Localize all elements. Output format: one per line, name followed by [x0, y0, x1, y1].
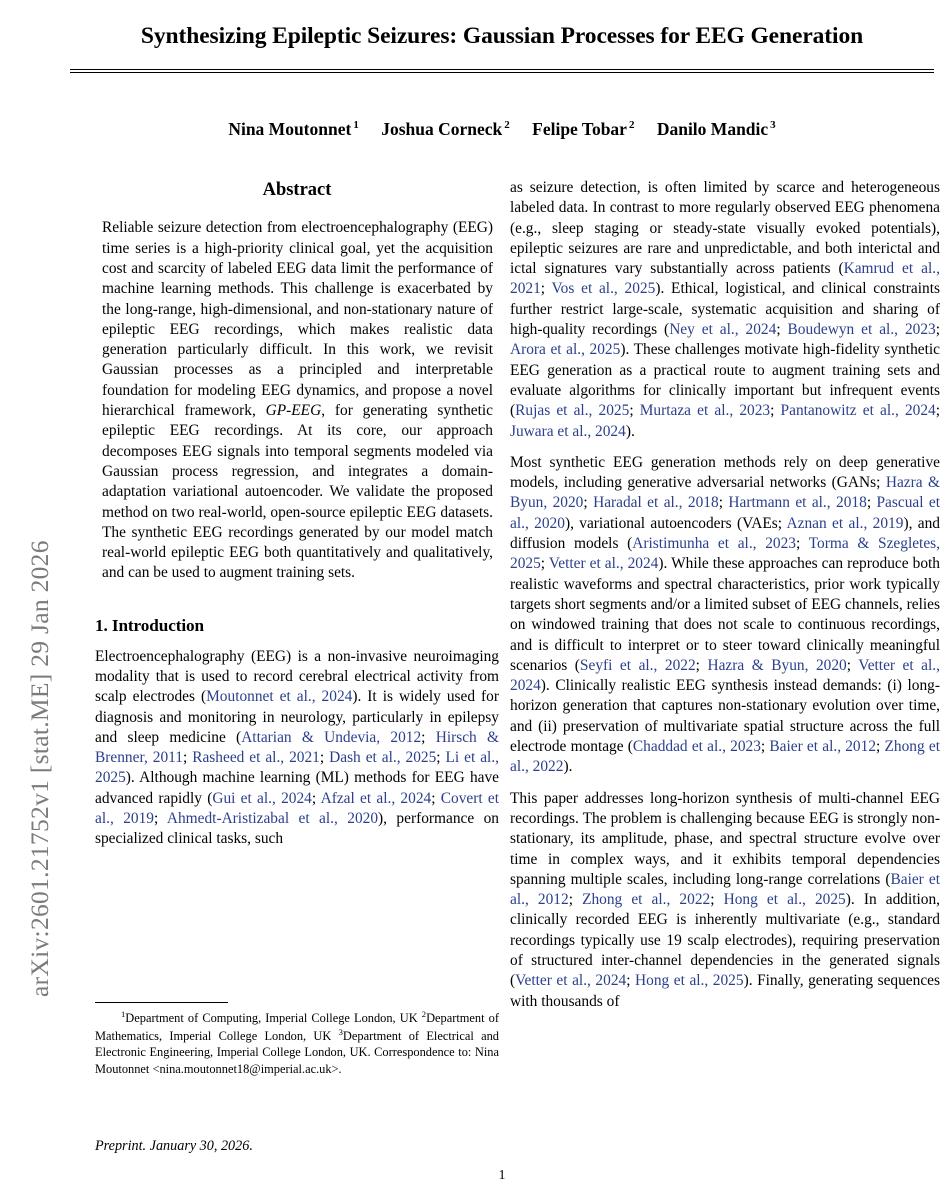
- citation-link[interactable]: Aznan et al., 2019: [786, 514, 904, 532]
- citation-link[interactable]: Moutonnet et al., 2024: [206, 688, 353, 706]
- abstract-text-pre: Reliable seizure detection from electroencephalography (EEG) time series is a high-priority clinical goal, yet the acquisition cost and scarcity of labeled EEG data limit the performance of machine learning methods. This challenge is exacerbated by the long-range, high-dimensional, and non-stationary nature of epileptic EEG recordings, which makes realistic data generation particularly difficult. In this work, we revisit Gaussian processes as a principled and interpretable foundation for modeling EEG dynamics, and propose a novel hierarchical framework,: [102, 219, 493, 420]
- author-entry: [657, 119, 776, 139]
- title-divider: [70, 69, 934, 73]
- citation-link[interactable]: Ney et al., 2024: [669, 321, 777, 339]
- citation-link[interactable]: Hazra & Byun, 2020: [707, 656, 847, 674]
- citation-link[interactable]: Vos et al., 2025: [551, 280, 656, 298]
- author-entry: [381, 119, 510, 139]
- body-text: ;: [436, 749, 446, 767]
- body-text: ). It is widely used for diagnosis and monitoring in neurology, particularly in epilepsy and sleep medicine (: [95, 688, 499, 746]
- footnote-marker-1: 1: [121, 1009, 126, 1019]
- right-paragraph-2: [510, 453, 940, 778]
- citation-link[interactable]: Hazra & Byun, 2020: [510, 474, 940, 512]
- footnote-indent: [95, 1011, 121, 1025]
- author-affiliation-marker: 2: [504, 119, 510, 132]
- body-text: ;: [710, 891, 724, 909]
- body-text: ;: [866, 494, 877, 512]
- body-text: ;: [319, 749, 330, 767]
- author-name: Felipe Tobar: [532, 119, 627, 139]
- citation-link[interactable]: Zhong et al., 2022: [510, 738, 941, 776]
- body-text: ). While these approaches can reproduce both realistic waveforms and spectral characteristics, prior work typically targets short segments and/or a limited subset of EEG channels, relies on windowed training that does not scale to continuous recordings, and is difficult to interpret or to steer toward clinically meaningful scenarios (: [510, 555, 940, 674]
- introduction-paragraph-1: [95, 647, 499, 850]
- body-text: ), and diffusion models (: [510, 514, 940, 553]
- body-text: ). Although machine learning (ML) methods for EEG have advanced rapidly (: [95, 769, 499, 807]
- author-list: [70, 119, 934, 140]
- citation-link[interactable]: Hirsch & Brenner, 2011: [95, 728, 499, 767]
- body-text: ), performance on specialized clinical tasks, such: [95, 810, 500, 848]
- citation-link[interactable]: Hartmann et al., 2018: [728, 494, 867, 512]
- body-text: ;: [935, 402, 941, 420]
- author-name: Joshua Corneck: [381, 119, 503, 139]
- body-text: ;: [583, 494, 594, 512]
- citation-link[interactable]: Ahmedt-Aristizabal et al., 2020: [166, 810, 379, 828]
- body-text: ;: [718, 494, 729, 512]
- title-block: [70, 22, 934, 73]
- paper-page: [62, 0, 942, 1200]
- citation-link[interactable]: Afzal et al., 2024: [320, 789, 432, 807]
- citation-link[interactable]: Rasheed et al., 2021: [192, 749, 320, 767]
- body-text: ;: [796, 535, 809, 553]
- left-column: [95, 178, 499, 584]
- citation-link[interactable]: Seyfi et al., 2022: [579, 656, 696, 674]
- footnote-3-text: Department of Electrical and Electronic Engineering, Imperial College London, UK. Correspondence to: Nina Moutonnet <nina.moutonnet18@imperial.ac.uk>.: [95, 1028, 499, 1076]
- body-text: ;: [626, 972, 636, 990]
- introduction-heading: 1. Introduction: [95, 616, 204, 635]
- citation-link[interactable]: Haradal et al., 2018: [593, 494, 719, 512]
- author-name: Danilo Mandic: [656, 119, 769, 139]
- abstract-body: [95, 218, 499, 583]
- footnote-area: [95, 1002, 499, 1077]
- citation-link[interactable]: Pascual et al., 2020: [510, 494, 941, 532]
- citation-link[interactable]: Rujas et al., 2025: [515, 402, 630, 420]
- citation-link[interactable]: Baier et al., 2012: [769, 738, 877, 756]
- footnote-divider: [95, 1002, 228, 1003]
- citation-link[interactable]: Torma & Szegletes, 2025: [510, 535, 940, 573]
- body-text: ;: [421, 728, 436, 746]
- citation-link[interactable]: Kamrud et al., 2021: [510, 260, 940, 298]
- author-entry: [532, 119, 634, 139]
- citation-link[interactable]: Hong et al., 2025: [723, 891, 846, 909]
- arxiv-stamp: [0, 0, 62, 1200]
- body-text: This paper addresses long-horizon synthesis of multi-channel EEG recordings. The problem is challenging because EEG is strongly non-stationary, its amplitude, phase, and spectral structure evolve over time in complex ways, and it exhibits temporal dependencies spanning multiple scales, including long-range correlations (: [510, 789, 940, 888]
- page-title: Synthesizing Epileptic Seizures: Gaussian Processes for EEG Generation: [140, 23, 864, 49]
- body-text: ).: [563, 758, 573, 776]
- arxiv-identifier-text: arXiv:2601.21752v1 [stat.ME] 29 Jan 2026: [25, 540, 54, 997]
- preprint-notice: Preprint. January 30, 2026.: [95, 1138, 253, 1154]
- body-text: ;: [540, 280, 552, 298]
- citation-link[interactable]: Pantanowitz et al., 2024: [780, 402, 936, 420]
- citation-link[interactable]: Zhong et al., 2022: [582, 891, 711, 909]
- body-text: ;: [935, 321, 941, 339]
- abstract-model-name: GP-EEG: [265, 402, 322, 420]
- citation-link[interactable]: Gui et al., 2024: [212, 789, 312, 807]
- body-text: ). Clinically realistic EEG synthesis instead demands: (i) long-horizon generation that captures non-stationary evolution over time, and (ii) preservation of multivariate spatial structure across the full electrode montage (: [510, 677, 940, 756]
- author-entry: [228, 119, 359, 139]
- citation-link[interactable]: Juwara et al., 2024: [510, 422, 626, 440]
- right-column: [510, 178, 940, 1012]
- body-text: ). In addition, clinically recorded EEG is inherently multivariate (e.g., standard recordings typically use 19 scalp electrodes), requiring preservation of structured inter-channel dependencies in the generated signals (: [510, 891, 941, 990]
- abstract-heading: Abstract: [262, 180, 332, 200]
- body-text: ).: [625, 422, 635, 440]
- body-text: as seizure detection, is often limited by scarce and heterogeneous labeled data. In contrast to more regularly observed EEG phenomena (e.g., sleep staging or steady-state visually evoked potentials), epileptic seizures are rare and unpredictable, and both interictal and ictal signatures vary substantially across patients (: [510, 179, 940, 278]
- citation-link[interactable]: Li et al., 2025: [95, 749, 500, 787]
- body-text: ;: [846, 656, 859, 674]
- citation-link[interactable]: Murtaza et al., 2023: [639, 402, 771, 420]
- body-text: ), variational autoencoders (VAEs;: [564, 514, 787, 532]
- citation-link[interactable]: Attarian & Undevia, 2012: [241, 728, 422, 746]
- citation-link[interactable]: Boudewyn et al., 2023: [787, 321, 936, 339]
- footnote-1-text: Department of Computing, Imperial College London, UK: [125, 1011, 418, 1026]
- footnote-text: [95, 1009, 499, 1077]
- body-text: ;: [770, 402, 781, 420]
- abstract-text-post: , for generating synthetic epileptic EEG recordings. At its core, our approach decomposes EEG signals into temporal segments modeled via Gaussian process regression, and integrates a domain-adaptation variational autoencoder. We validate the proposed method on two real-world, open-source epileptic EEG datasets. The synthetic EEG recordings generated by our model match real-world epileptic EEG both quantitatively and qualitatively, and can be used to augment training sets.: [102, 402, 493, 582]
- author-affiliation-marker: 3: [770, 119, 776, 132]
- author-affiliation-marker: 1: [353, 119, 359, 132]
- footnote-marker-2: 2: [421, 1009, 427, 1019]
- footnote-2-text: Department of Mathematics, Imperial College London, UK: [95, 1011, 499, 1043]
- citation-link[interactable]: Dash et al., 2025: [329, 749, 437, 767]
- citation-link[interactable]: Baier et al., 2012: [510, 870, 940, 909]
- body-text: ;: [760, 738, 770, 756]
- citation-link[interactable]: Vetter et al., 2024: [510, 656, 940, 695]
- right-paragraph-1: [510, 178, 940, 442]
- citation-link[interactable]: Covert et al., 2019: [95, 789, 499, 828]
- body-text: ;: [431, 789, 441, 807]
- page-number: 1: [498, 1168, 506, 1183]
- body-text: ;: [154, 810, 167, 828]
- body-text: ;: [776, 321, 788, 339]
- author-affiliation-marker: 2: [628, 119, 635, 132]
- body-text: ;: [182, 749, 193, 767]
- body-text: ). These challenges motivate high-fidelity synthetic EEG generation as a practical route to augment training sets and evaluate algorithms for clinically important but infrequent events (: [510, 341, 940, 420]
- body-text: Electroencephalography (EEG) is a non-invasive neuroimaging modality that is used to record cerebral electrical activity from scalp electrodes (: [95, 647, 499, 706]
- body-text: ;: [876, 738, 885, 756]
- body-text: ). Finally, generating sequences with thousands of: [510, 972, 940, 1010]
- citation-link[interactable]: Vetter et al., 2024: [515, 972, 627, 990]
- introduction-block: [95, 615, 499, 850]
- body-text: ;: [540, 555, 549, 573]
- author-name: Nina Moutonnet: [228, 119, 352, 139]
- abstract-paragraph: [102, 218, 493, 583]
- body-text: ). Ethical, logistical, and clinical constraints further restrict large-scale, systematic acquisition and sharing of high-quality recordings (: [510, 280, 940, 339]
- citation-link[interactable]: Arora et al., 2025: [510, 341, 621, 359]
- citation-link[interactable]: Aristimunha et al., 2023: [632, 535, 797, 553]
- citation-link[interactable]: Chaddad et al., 2023: [632, 738, 761, 756]
- citation-link[interactable]: Hong et al., 2025: [635, 972, 744, 990]
- right-paragraph-3: [510, 789, 940, 1012]
- footnote-marker-3: 3: [338, 1026, 343, 1037]
- body-text: ;: [629, 402, 640, 420]
- body-text: ;: [568, 891, 583, 909]
- body-text: ;: [695, 656, 708, 674]
- body-text: ;: [311, 789, 321, 807]
- citation-link[interactable]: Vetter et al., 2024: [548, 555, 659, 573]
- body-text: Most synthetic EEG generation methods rely on deep generative models, including generative adversarial networks (GANs;: [510, 453, 940, 492]
